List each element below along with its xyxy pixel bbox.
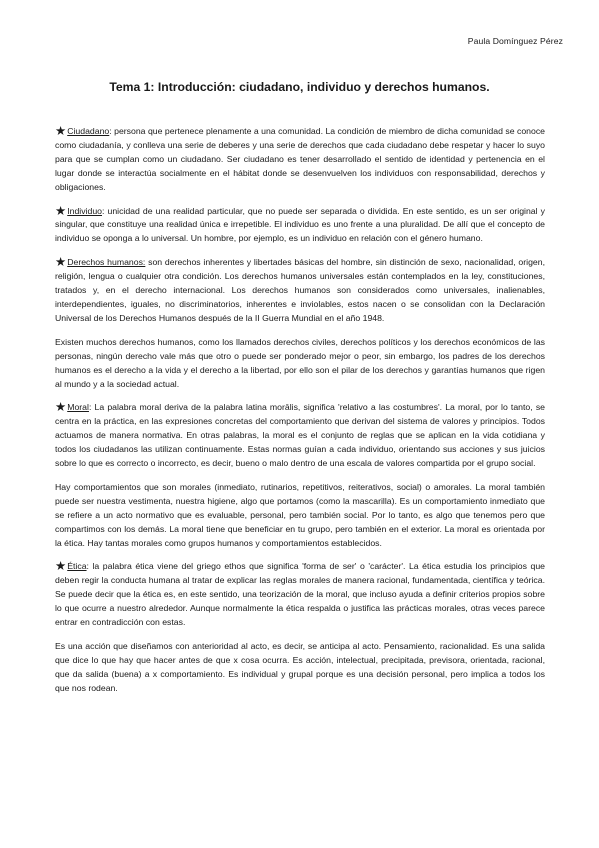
- term-moral: Moral: [67, 402, 89, 413]
- term-etica: Ética: [67, 561, 87, 572]
- document-body: [55, 125, 545, 706]
- author-name: Paula Domínguez Pérez: [467, 36, 563, 46]
- term-individuo: Individuo: [67, 205, 102, 216]
- star-icon: ★: [55, 255, 67, 270]
- section-ciudadano: [55, 125, 545, 195]
- definition-ciudadano: : persona que pertenece plenamente a una comunidad. La condición de miembro de dicha comunidad se conoce como ciudadanía, y conlleva una serie de deberes y una serie de derechos que cada ciudadano debe respetar y hacer lo suyo para que se cumplan como un ciudadano. Ser ciudadano es tener desarrollado el sentido de identidad y pertenencia en el lugar donde se interactúa socialmente en el hábitat donde se desenvuelven los individuos con responsabilidad, derechos y obligaciones.: [55, 126, 545, 192]
- paragraph-moral-extra: Hay comportamientos que son morales (inmediato, rutinarios, repetitivos, reiterativos, social) o amorales. La moral también puede ser nuestra vestimenta, nuestra higiene, algo que portamos (como la mascarilla). Es un comportamiento inmediato que se refiere a un acto normativo que es evaluable, personal, pero también social. Por lo tanto, es algo que tenemos pero que compartimos con los demás. La moral tiene que beneficiar en tu grupo, pero también en el exterior. La moral es orientada por la ética. Hay tantas morales como grupos humanos y comportamientos establecidos.: [55, 481, 545, 548]
- document-title: Tema 1: Introducción: ciudadano, individuo y derechos humanos.: [109, 80, 490, 94]
- definition-etica: : la palabra ética viene del griego ethos que significa 'forma de ser' o 'carácter'. La ética estudia los principios que deben regir la conducta humana al tratar de explicar las reglas morales de manera racional, fundamentada, científica y teórica. Se puede decir que la ética es, en este sentido, una teorización de la moral, que incluso ayuda a definir criterios propios sobre lo que ocurre a nuestro alrededor. Aunque normalmente la ética respalda o justifica las prácticas morales, otras veces parece entrar en contradicción con estas.: [55, 561, 545, 628]
- star-icon: ★: [55, 124, 67, 138]
- star-icon: ★: [55, 203, 67, 218]
- definition-derechos-humanos: son derechos inherentes y libertades básicas del hombre, sin distinción de sexo, nacionalidad, origen, religión, lengua o cualquier otra condición. Los derechos humanos universales están contemplados en la ley, constituciones, tratados y, en el derecho internacional. Los derechos humanos son considerados como universales, inalienables, interdependientes, iguales, no discriminatorios, inherentes e inviolables, estos nacen o se consolidan con la Declaración Universal de los Derechos Humanos después de la II Guerra Mundial en el año 1948.: [55, 257, 545, 323]
- term-derechos-humanos: Derechos humanos:: [67, 257, 146, 268]
- section-individuo: [55, 205, 545, 247]
- definition-moral: : La palabra moral deriva de la palabra latina morālis, significa 'relativo a las costumbres'. La moral, por lo tanto, se centra en la práctica, en las expresiones concretas del comportamiento que derivan del sistema de valores y principios. Todos actuamos de manera normativa. En otras palabras, la moral es el conjunto de reglas que se aplican en la vida cotidiana y todos los ciudadanos las utilizan continuamente. Estas normas guían a cada individuo, orientando sus acciones y sus juicios sobre lo que es correcto o incorrecto, es decir, bueno o malo dentro de una escala de valores compartida por el grupo social.: [55, 402, 545, 469]
- star-icon: ★: [55, 400, 67, 415]
- term-ciudadano: Ciudadano: [67, 126, 110, 136]
- section-derechos-humanos: [55, 256, 545, 326]
- definition-individuo: : unicidad de una realidad particular, que no puede ser separada o dividida. En este sentido, es un ser original y singular, que constituye una realidad única e irrepetible. El individuo es uno frente a una pluralidad. De allí que el concepto de individuo se oponga a lo universal. Un hombre, por ejemplo, es un individuo en relación con el género humano.: [55, 205, 545, 244]
- section-moral: [55, 401, 545, 471]
- section-etica: [55, 560, 545, 630]
- paragraph-derechos-extra: Existen muchos derechos humanos, como los llamados derechos civiles, derechos políticos y los derechos económicos de las personas, ningún derecho vale más que otro o puede ser ponderado mejor o peor, sin embargo, los padres de los derechos humanos es el derecho a la vida y el derecho a la libertad, por ello son el pilar de los derechos y garantías humanos que rigen al mundo y a la sociedad actual.: [55, 336, 545, 389]
- paragraph-etica-extra: Es una acción que diseñamos con anterioridad al acto, es decir, se anticipa al acto. Pensamiento, racionalidad. Es una salida que dice lo que hay que hacer antes de que x cosa ocurra. Es acción, intelectual, precipitada, previsora, orientada, racional, que da salida (buena) a x comportamiento. Es individual y grupal porque es una decisión personal, pero implica a todos los que nos rodean.: [55, 641, 545, 693]
- star-icon: ★: [55, 559, 67, 574]
